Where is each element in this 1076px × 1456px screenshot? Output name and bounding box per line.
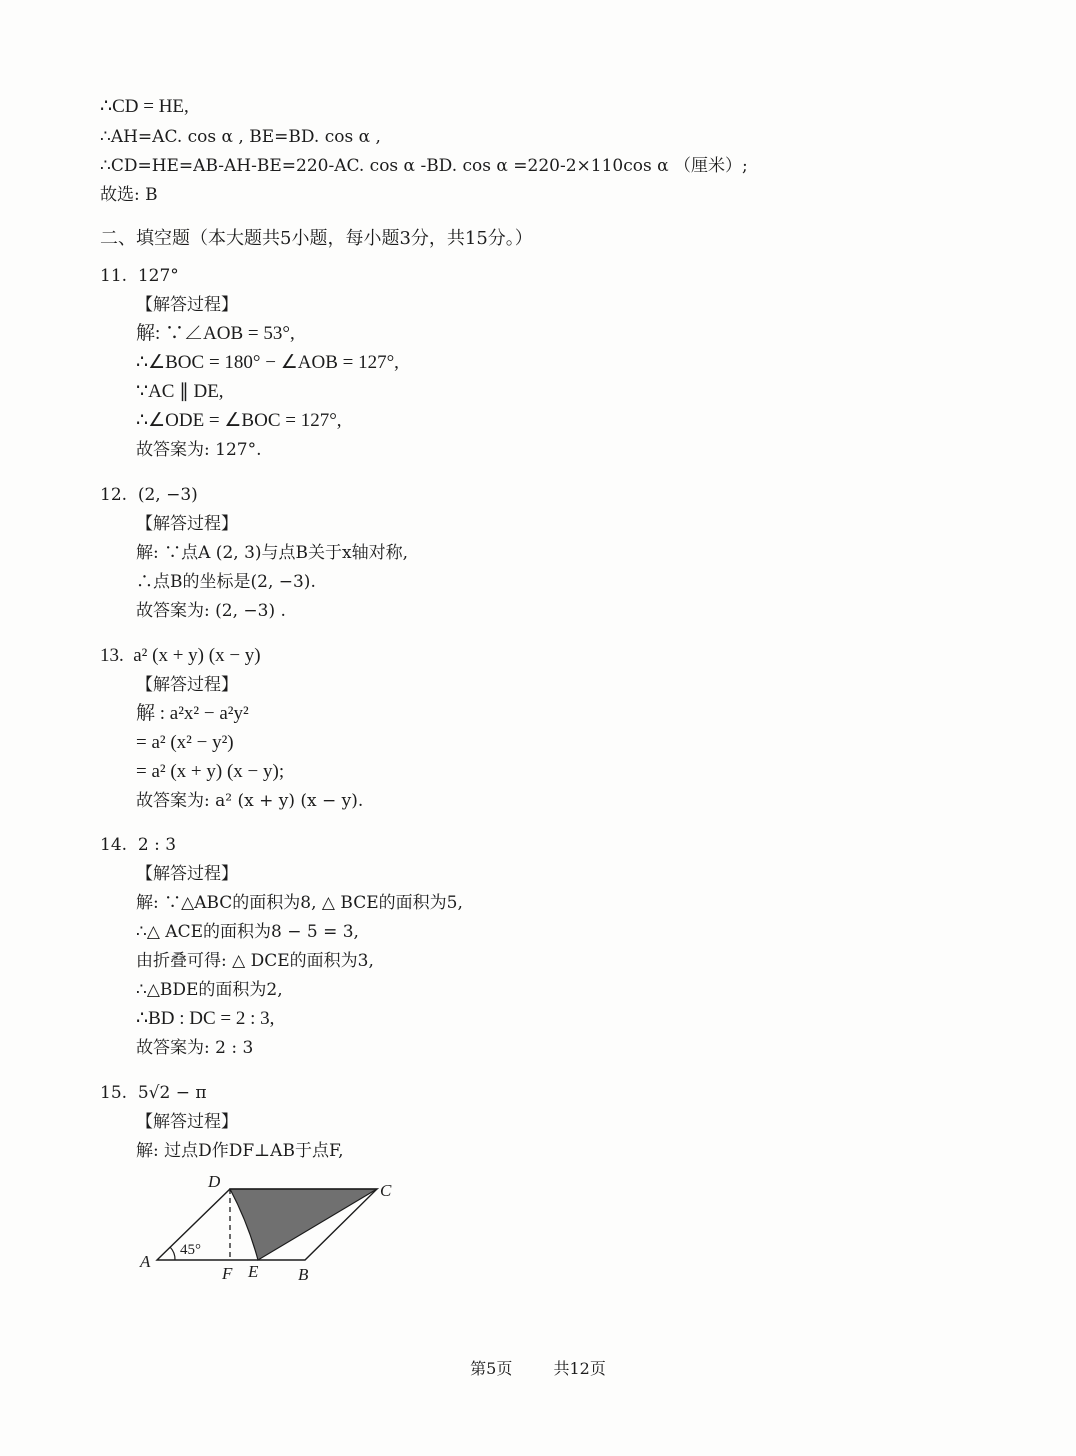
section-heading: 二、填空题（本大题共5小题，每小题3分，共15分。） xyxy=(100,228,533,249)
label-f: F xyxy=(222,1264,233,1283)
text-line: 由折叠可得: △ DCE的面积为3, xyxy=(136,951,374,971)
label-e: E xyxy=(248,1262,259,1281)
text-line: ∴点B的坐标是(2, −3). xyxy=(136,572,316,592)
label-c: C xyxy=(380,1181,392,1200)
page-footer xyxy=(0,1358,1076,1380)
text-line: ∴△ ACE的面积为8 − 5 = 3, xyxy=(136,922,359,942)
text-line: ∴∠BOC = 180° − ∠AOB = 127°, xyxy=(136,352,399,373)
label-a: A xyxy=(140,1252,151,1271)
solution-heading: 【解答过程】 xyxy=(136,295,238,315)
text-line: ∴BD : DC = 2 : 3, xyxy=(136,1008,275,1029)
solution-heading: 【解答过程】 xyxy=(136,864,238,884)
text-line: ∴CD=HE=AB-AH-BE=220-AC. cos α -BD. cos α =220-2×110cos α （厘米）; xyxy=(100,156,748,176)
text-line: 故答案为: a² (x + y) (x − y). xyxy=(136,791,364,811)
text-line: 解: 过点D作DF⊥AB于点F, xyxy=(136,1141,344,1161)
solution-heading: 【解答过程】 xyxy=(136,1112,238,1132)
question-answer-15: 15. 5√2 − π xyxy=(100,1083,207,1103)
label-b: B xyxy=(298,1265,309,1284)
question-answer-12: 12. (2, −3) xyxy=(100,485,198,505)
text-line: ∴AH=AC. cos α , BE=BD. cos α , xyxy=(100,127,381,147)
text-line: 解: ∵点A (2, 3)与点B关于x轴对称, xyxy=(136,543,408,563)
text-line: ∵AC ∥ DE, xyxy=(136,381,224,402)
text-line: ∴CD = HE, xyxy=(100,96,189,117)
solution-heading: 【解答过程】 xyxy=(136,514,238,534)
question-answer-11: 11. 127° xyxy=(100,266,179,286)
text-line: 解: ∵△ABC的面积为8, △ BCE的面积为5, xyxy=(136,893,463,913)
text-line: ∴∠ODE = ∠BOC = 127°, xyxy=(136,410,342,431)
text-line: = a² (x² − y²) xyxy=(136,732,234,753)
question-answer-14: 14. 2 : 3 xyxy=(100,835,177,855)
text-line: 解 : a²x² − a²y² xyxy=(136,703,249,724)
shaded-region xyxy=(230,1189,377,1260)
text-line: = a² (x + y) (x − y); xyxy=(136,761,285,782)
text-line: 故答案为: 2 : 3 xyxy=(136,1038,254,1058)
parallelogram-figure xyxy=(130,1168,410,1288)
text-line: ∴△BDE的面积为2, xyxy=(136,980,283,1000)
angle-label: 45° xyxy=(180,1242,201,1258)
text-line: 解: ∵∠AOB = 53°, xyxy=(136,323,295,344)
text-line: 故答案为: 127°. xyxy=(136,440,262,460)
solution-heading: 【解答过程】 xyxy=(136,675,238,695)
label-d: D xyxy=(208,1172,221,1191)
page-number: 第5页 xyxy=(470,1359,513,1378)
page-total: 共12页 xyxy=(553,1359,606,1378)
angle-arc xyxy=(170,1247,175,1260)
text-line: 故选: B xyxy=(100,185,158,205)
text-line: 故答案为: (2, −3) . xyxy=(136,601,286,621)
question-answer-13: 13. a² (x + y) (x − y) xyxy=(100,645,261,666)
